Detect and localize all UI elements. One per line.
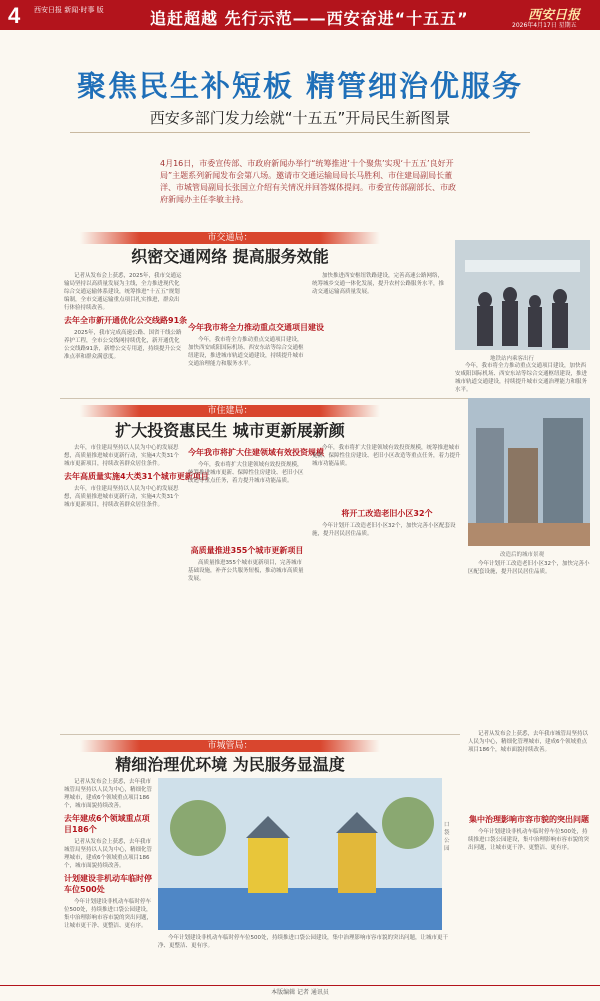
housing-paragraph-1b: 去年，市住建局坚持以人民为中心的发展思想，高质量推进城市更新行动，实施4大类31个城市更新项目，持续改善群众居住条件。: [64, 486, 179, 508]
transport-subhead-b: 今年我市将全力推动重点交通项目建设: [188, 323, 324, 332]
management-col-2: [158, 934, 448, 982]
subheadline: 西安多部门发力绘就“十五五”开局民生新图景: [149, 109, 451, 127]
section-tag-transport: 市交通局：: [207, 233, 253, 243]
section-title-transport: 织密交通网络 提高服务效能: [131, 247, 329, 266]
management-paragraph-1c: 记者从发布会上获悉，去年我市城管局坚持以人民为中心，精细化管理城市，建成6个领域重点项目186个，城市面貌持续改善。: [468, 731, 589, 753]
section-tag-housing: 市住建局：: [207, 406, 253, 416]
transport-col-1: [64, 272, 188, 372]
management-paragraph-1: 记者从发布会上获悉，去年我市城管局坚持以人民为中心，精细化管理城市，建成6个领域重点项目186个，城市面貌持续改善。: [64, 779, 153, 809]
transport-paragraph-1: 记者从发布会上获悉，2025年，我市交通运输局坚持以高质量发展为主线，全力推进现代化综合交通运输体系建设，统筹推进“十五五”规划编制，全市交通运输重点项目扎实推进，群众出行体验持续改善。: [64, 273, 182, 311]
footer-credits: 本版编辑 记者 通讯员: [271, 989, 329, 996]
housing-paragraph-4b: 今年计划开工改造老旧小区32个，加快完善小区配套设施，提升居民居住品质。: [468, 561, 590, 575]
section-bar-housing: [80, 405, 380, 417]
housing-paragraph-1: 去年，市住建局坚持以人民为中心的发展思想，高质量推进城市更新行动，实施4大类31个城市更新项目，持续改善群众居住条件。: [64, 445, 179, 467]
main-headline: 聚焦民生补短板 精管细治优服务: [76, 69, 524, 103]
transport-col-4: [455, 362, 590, 392]
caption-city: 改造后的城市景观: [500, 552, 545, 558]
housing-col-3: [312, 444, 462, 729]
page-number: 4: [8, 3, 21, 28]
transport-col-2: [188, 272, 324, 372]
management-col-3: [468, 730, 590, 982]
housing-subhead-c: 高质量推进355个城市更新项目: [190, 546, 304, 555]
transport-subhead-a: 去年全市新开通优化公交线路91条: [64, 316, 188, 325]
housing-subhead-b: 今年我市将扩大住建领域有效投资规模: [188, 448, 324, 457]
management-subhead-b: 计划建设非机动车临时停车位500处: [64, 874, 152, 894]
subhead-divider: [70, 132, 530, 133]
paper-logo: 西安日报: [528, 8, 581, 23]
transport-paragraph-5: 今年，我市将全力推动重点交通项目建设，加快西安咸阳国际机场、西安东站等综合交通枢纽建设，推进城市轨道交通建设，持续提升城市交通治理能力和服务水平。: [455, 363, 588, 393]
lead-paragraph: 4月16日，市委宣传部、市政府新闻办举行“统筹推进‘十个聚焦’实现‘十五五’良好开局”主题系列新闻发布会第八场。邀请市交通运输局局长马胜利、市住建局副局长董洋、市城管局副局长张国立介绍有关情况并回答媒体提问。市委宣传部副部长、市政府新闻办主任李敏主持。: [160, 159, 456, 204]
photo-metro: [455, 240, 590, 350]
housing-paragraph-3: 高质量推进355个城市更新项目，完善城市基础设施，补齐公共服务短板，推动城市高质量发展。: [188, 560, 304, 582]
photo-city: [468, 398, 590, 546]
metro-illustration: [455, 240, 590, 350]
management-paragraph-2b: 今年计划建设非机动车临时停车位500处，持续推进口袋公园建设，集中治理影响市容市貌的突出问题，让城市更干净、更整洁、更有序。: [158, 935, 449, 949]
housing-col-1: [64, 444, 209, 729]
caption-park: 口袋公园: [444, 822, 450, 852]
transport-paragraph-4: 加快推进西安枢纽铁路建设，完善高速公路网络，统筹城乡交通一体化发展，提升农村公路服务水平，推动交通运输高质量发展。: [312, 273, 445, 295]
city-illustration: [468, 398, 590, 546]
dateline: 2026年4月17日 星期五: [512, 22, 577, 29]
management-subhead-c: 集中治理影响市容市貌的突出问题: [469, 815, 589, 824]
housing-paragraph-4: 今年计划开工改造老旧小区32个，加快完善小区配套设施，提升居民居住品质。: [312, 523, 456, 537]
page-footer: [0, 985, 600, 1001]
section-title-management: 精细治理优环境 为民服务显温度: [115, 755, 345, 774]
section-tag-management: 市城管局：: [207, 741, 253, 751]
caption-metro: 地铁站内乘客出行: [490, 356, 535, 362]
housing-col-4: [468, 560, 590, 720]
section-bar-management: [80, 740, 380, 752]
management-paragraph-2c: 今年计划建设非机动车临时停车位500处，持续推进口袋公园建设，集中治理影响市容市貌的突出问题，让城市更干净、更整洁、更有序。: [468, 829, 590, 851]
paper-info: 西安日报 新闻·时事 版: [34, 6, 104, 14]
photo-park: [158, 778, 442, 930]
housing-subhead-a: 去年高质量实施4大类31个城市更新项目: [64, 472, 209, 481]
management-col-1: [64, 778, 154, 983]
park-illustration: [158, 778, 442, 930]
section-divider-2: [60, 734, 460, 735]
transport-paragraph-2: 2025年，我市完成高速公路、国省干线公路养护工程，全市公交线网持续优化，新开通优化公交线路91条，新增公交专用道，持续提升公交准点率和群众满意度。: [64, 330, 182, 360]
section-bar-transport: [80, 232, 380, 244]
transport-paragraph-3: 今年，我市将全力推动重点交通项目建设，加快西安咸阳国际机场、西安东站等综合交通枢纽建设，推进城市轨道交通建设，持续提升城市交通治理能力和服务水平。: [188, 337, 304, 367]
management-subhead-a: 去年建成6个领域重点项目186个: [64, 814, 150, 834]
housing-subhead-d: 将开工改造老旧小区32个: [341, 509, 433, 518]
transport-col-3: [312, 272, 447, 372]
management-paragraph-2: 今年计划建设非机动车临时停车位500处，持续推进口袋公园建设，集中治理影响市容市貌的突出问题，让城市更干净、更整洁、更有序。: [64, 899, 153, 929]
housing-paragraph-2: 今年，我市将扩大住建领域有效投资规模，统筹推进城市更新、保障性住房建设、老旧小区改造等重点任务，着力提升城市功能品质。: [188, 462, 304, 484]
housing-col-2: [188, 444, 324, 729]
banner-slogan: 追赶超越 先行示范——西安奋进“十五五”: [150, 9, 469, 28]
section-title-housing: 扩大投资惠民生 城市更新展新颜: [115, 421, 345, 440]
housing-paragraph-2b: 今年，我市将扩大住建领域有效投资规模，统筹推进城市更新、保障性住房建设、老旧小区改造等重点任务，着力提升城市功能品质。: [312, 445, 461, 467]
management-paragraph-1b: 记者从发布会上获悉，去年我市城管局坚持以人民为中心，精细化管理城市，建成6个领域重点项目186个，城市面貌持续改善。: [64, 839, 153, 869]
